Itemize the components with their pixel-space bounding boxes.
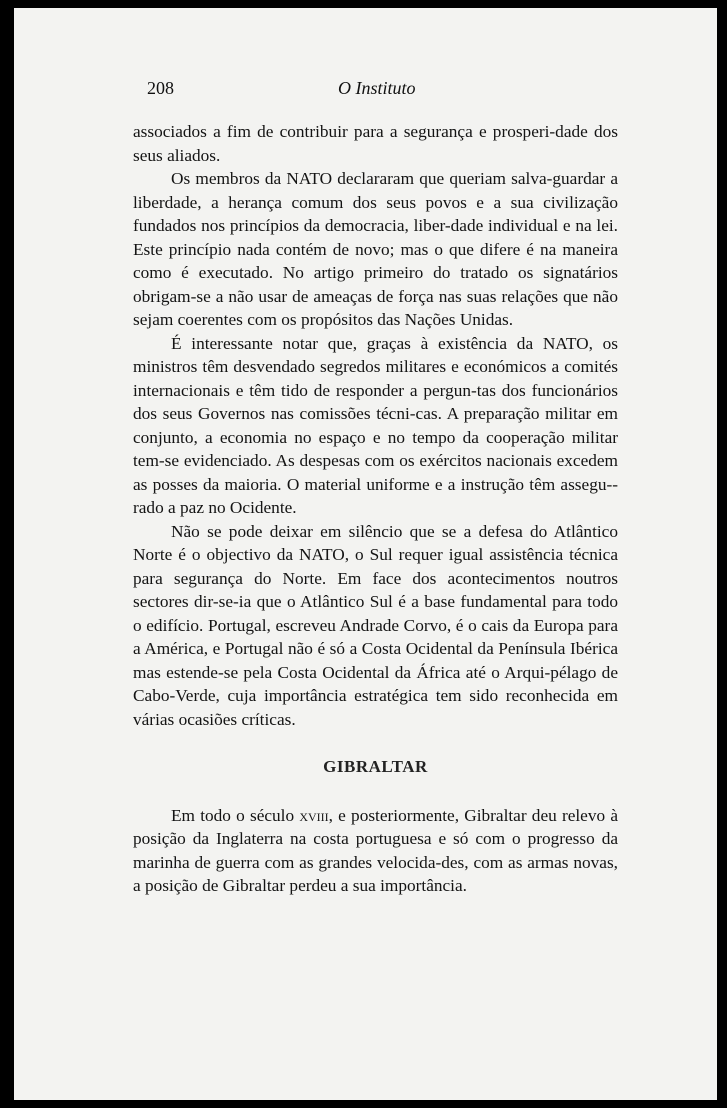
section-heading: GIBRALTAR [323, 757, 428, 776]
paragraph-5 [133, 804, 618, 898]
paragraph-5-start: Em todo o século [171, 805, 300, 825]
page-header [147, 78, 625, 106]
paragraph-5-rest: , e posteriormente, Gibraltar deu relevo à posição da Inglaterra na costa portuguesa e só com o progresso da marinha de guerra com as grandes velocida-des, com as armas novas, a posição de Gibraltar perdeu a sua importância. [133, 805, 619, 895]
body-text [133, 120, 618, 898]
paragraph-1: associados a fim de contribuir para a segurança e prosperi-dade dos seus aliados. [133, 122, 618, 165]
paragraph-3: É interessante notar que, graças à existência da NATO, os ministros têm desvendado segredos militares e económicos a comités internacionais e têm tido de responder a pergun-tas dos funcionários dos seus Governos nas comissões técni-cas. A preparação militar em conjunto, a economia no espaço e no tempo da cooperação militar tem-se evidenciado. As despesas com os exércitos nacionais excedem as posses da maioria. O material uniforme e a instrução têm assegu-rado a paz no Ocidente. [133, 333, 618, 517]
paragraph-2: Os membros da NATO declararam que queriam salva-guardar a liberdade, a herança comum dos seus povos e a sua civilização fundados nos princípios da democracia, liber-dade individual e na lei. Este princípio nada contém de novo; mas o que difere é na maneira como é executado. No artigo primeiro do tratado os signatários obrigam-se a não usar de ameaças de força nas suas relações que não sejam coerentes com os propósitos das Nações Unidas. [133, 169, 618, 329]
paragraph-4: Não se pode deixar em silêncio que se a defesa do Atlântico Norte é o objectivo da NATO, o Sul requer igual assistência técnica para segurança do Norte. Em face dos acontecimentos noutros sectores dir-se-ia que o Atlântico Sul é a base fundamental para todo o edifício. Portugal, escreveu Andrade Corvo, é o cais da Europa para a América, e Portugal não é só a Costa Ocidental da Península Ibérica mas estende-se pela Costa Ocidental da África até o Arqui-pélago de Cabo-Verde, cuja importância estratégica tem sido reconhecida em várias ocasiões críticas. [133, 521, 618, 729]
running-title: O Instituto [338, 78, 416, 98]
page-number: 208 [147, 78, 174, 98]
century-numeral: xviii [299, 805, 329, 825]
